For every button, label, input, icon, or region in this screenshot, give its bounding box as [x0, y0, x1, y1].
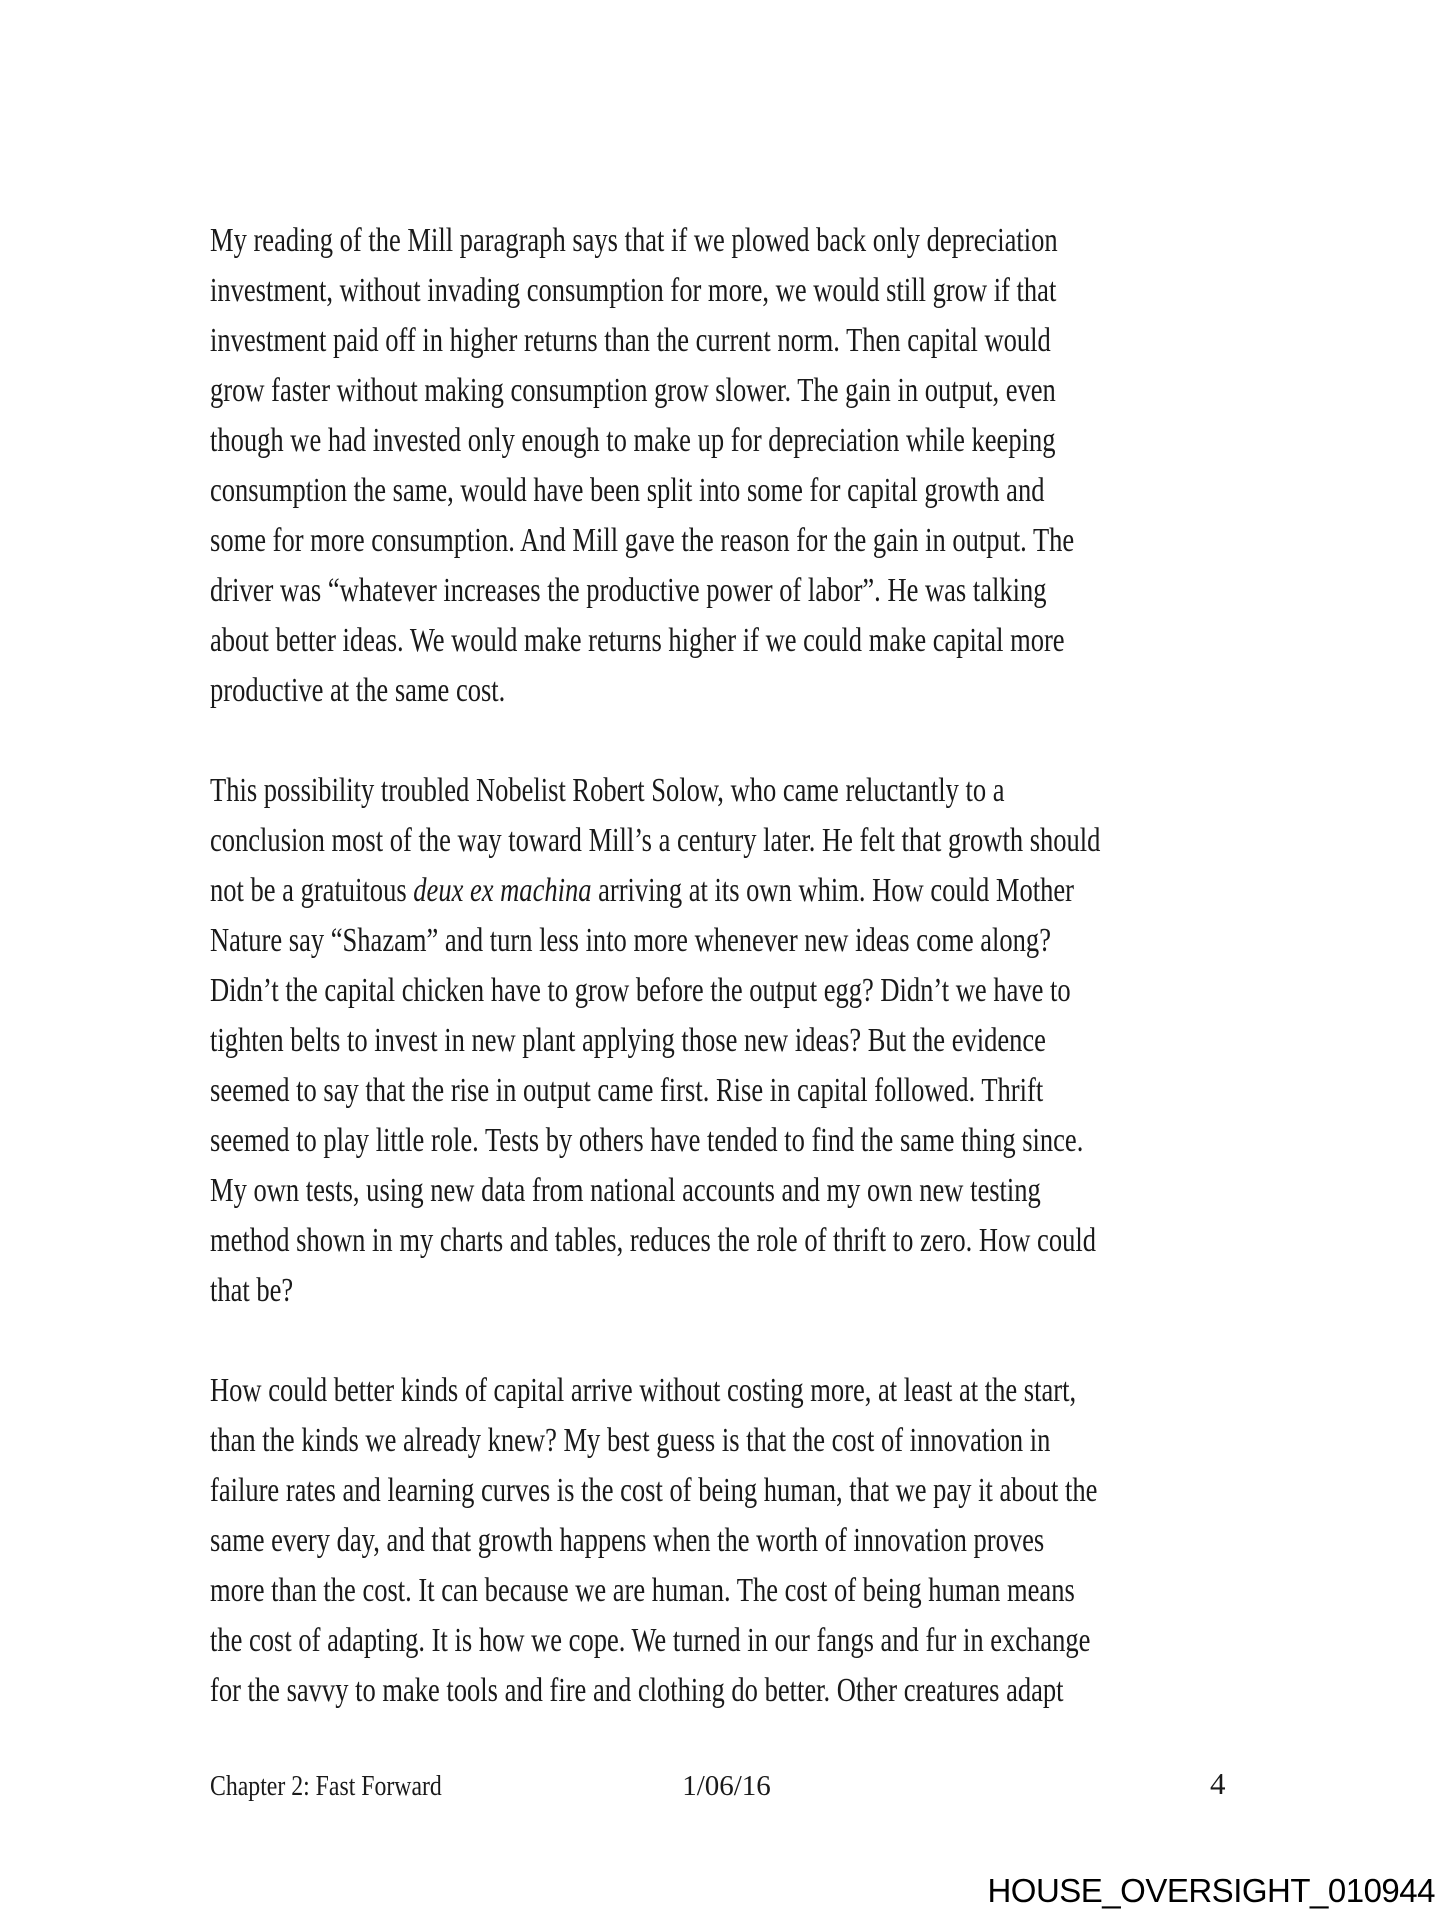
text-line: some for more consumption. And Mill gave the reason for the gain in output. The [210, 522, 1075, 559]
text-line: tighten belts to invest in new plant applying those new ideas? But the evidence [210, 1022, 1046, 1059]
text-line: seemed to play little role. Tests by others have tended to find the same thing since. [210, 1122, 1084, 1159]
text-line: than the kinds we already knew? My best guess is that the cost of innovation in [210, 1422, 1051, 1459]
text-line: the cost of adapting. It is how we cope. We turned in our fangs and fur in exchange [210, 1622, 1091, 1659]
text-line: though we had invested only enough to make up for depreciation while keeping [210, 422, 1056, 459]
italic-phrase: deux ex machina [413, 872, 592, 909]
text-line: more than the cost. It can because we are human. The cost of being human means [210, 1572, 1075, 1609]
text-line: about better ideas. We would make returns higher if we could make capital more [210, 622, 1065, 659]
page-footer [0, 1764, 1453, 1808]
footer-page-number: 4 [1210, 1766, 1226, 1801]
text-line: Nature say “Shazam” and turn less into more whenever new ideas come along? [210, 922, 1051, 959]
text-line: productive at the same cost. [210, 672, 506, 709]
text-line: How could better kinds of capital arrive without costing more, at least at the start, [210, 1372, 1077, 1409]
text-segment: arriving at its own whim. How could Mother [591, 872, 1074, 909]
text-line: seemed to say that the rise in output came first. Rise in capital followed. Thrift [210, 1072, 1044, 1109]
text-line: for the savvy to make tools and fire and clothing do better. Other creatures adapt [210, 1672, 1064, 1709]
text-line: failure rates and learning curves is the cost of being human, that we pay it about the [210, 1472, 1098, 1509]
text-line: consumption the same, would have been split into some for capital growth and [210, 472, 1045, 509]
text-line: investment paid off in higher returns than the current norm. Then capital would [210, 322, 1051, 359]
text-line: This possibility troubled Nobelist Robert Solow, who came reluctantly to a [210, 772, 1005, 809]
text-line: My reading of the Mill paragraph says that if we plowed back only depreciation [210, 222, 1058, 259]
paragraph-3 [210, 1366, 1100, 1716]
text-line-with-italic [210, 866, 1100, 916]
text-segment: not be a gratuitous [210, 872, 414, 909]
text-line: driver was “whatever increases the productive power of labor”. He was talking [210, 572, 1047, 609]
text-line: Didn’t the capital chicken have to grow before the output egg? Didn’t we have to [210, 972, 1071, 1009]
bates-stamp-label: HOUSE_OVERSIGHT_010944 [987, 1872, 1435, 1909]
paragraph-1 [210, 216, 1100, 716]
paragraph-2 [210, 766, 1100, 1316]
footer-chapter-label: Chapter 2: Fast Forward [210, 1770, 442, 1802]
text-line: that be? [210, 1272, 294, 1309]
text-line: investment, without invading consumption for more, we would still grow if that [210, 272, 1057, 309]
footer-date: 1/06/16 [682, 1770, 771, 1802]
body-text [210, 216, 1100, 1716]
text-line: conclusion most of the way toward Mill’s a century later. He felt that growth should [210, 822, 1101, 859]
text-line: grow faster without making consumption grow slower. The gain in output, even [210, 372, 1056, 409]
text-line: method shown in my charts and tables, reduces the role of thrift to zero. How could [210, 1222, 1096, 1259]
text-line: My own tests, using new data from national accounts and my own new testing [210, 1172, 1041, 1209]
text-line: same every day, and that growth happens when the worth of innovation proves [210, 1522, 1045, 1559]
